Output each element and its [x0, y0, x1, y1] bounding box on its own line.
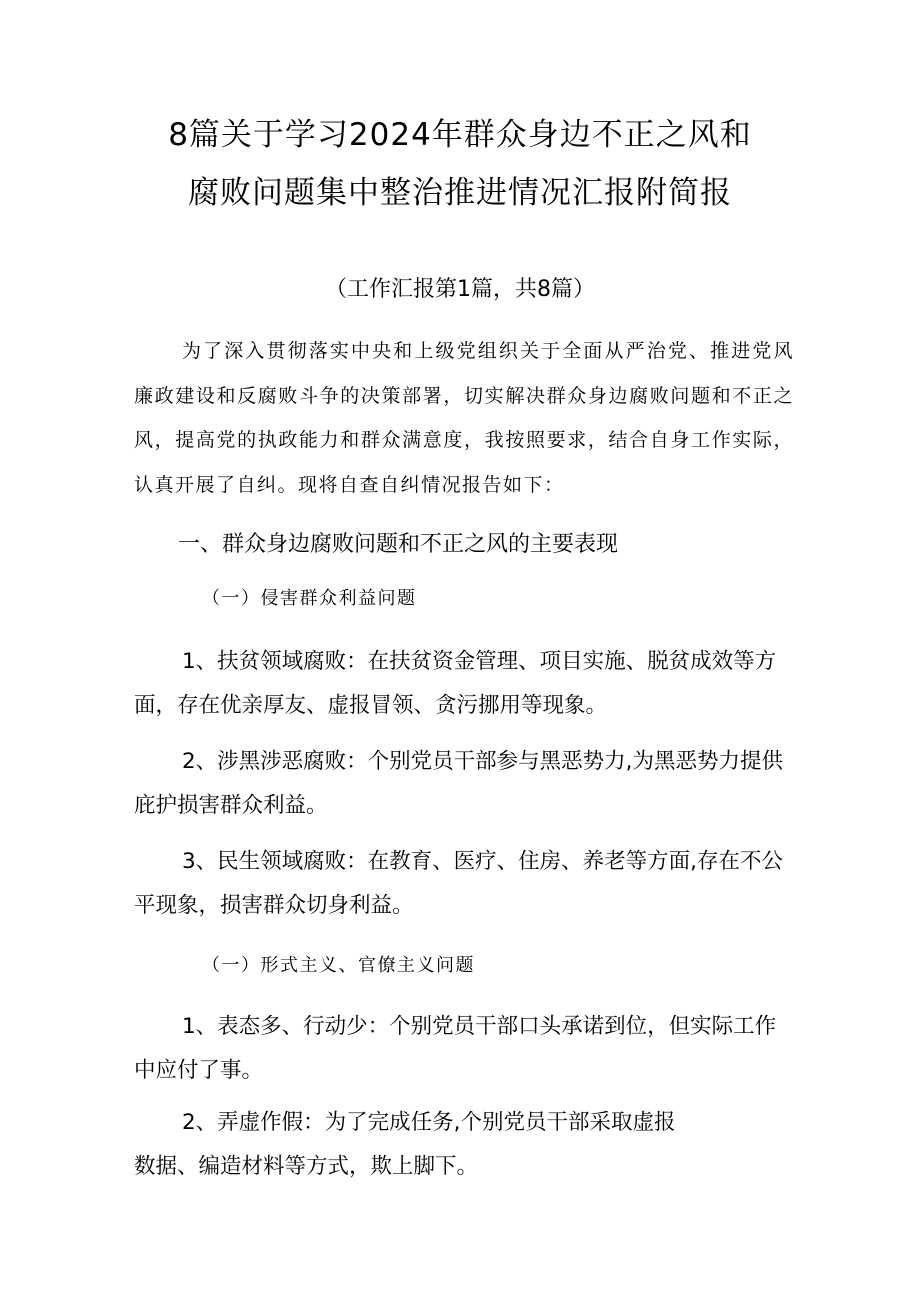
subsection-1-heading: （一）侵害群众利益问题 [202, 588, 417, 609]
list-item: 3、民生领域腐败：在教育、医疗、住房、养老等方面,存在不公平现象，损害群众切身利益。 [134, 849, 784, 918]
document-title [100, 106, 820, 222]
list-item: 2、弄虚作假：为了完成任务,个别党员干部采取虚报 [182, 1110, 676, 1135]
intro-paragraph: 为了深入贯彻落实中央和上级党组织关于全面从严治党、推进党风廉政建设和反腐败斗争的决策部署，切实解决群众身边腐败问题和不正之风，提高党的执政能力和群众满意度，我按照要求，结合自身工作实际，认真开展了自纠。现将自查自纠情况报告如下： [134, 340, 794, 496]
list-item: 2、涉黑涉恶腐败：个别党员干部参与黑恶势力,为黑恶势力提供庇护损害群众利益。 [134, 749, 784, 818]
section-1-heading: 一、群众身边腐败问题和不正之风的主要表现 [178, 532, 619, 557]
list-item: 数据、编造材料等方式，欺上脚下。 [134, 1154, 479, 1179]
list-item: 1、扶贫领域腐败：在扶贫资金管理、项目实施、脱贫成效等方面，存在优亲厚友、虚报冒领、贪污挪用等现象。 [134, 649, 777, 718]
subsection-2-heading: （一）形式主义、官僚主义问题 [202, 955, 475, 976]
document-subtitle: （工作汇报第1篇，共8篇） [325, 277, 595, 302]
list-item: 1、表态多、行动少：个别党员干部口头承诺到位，但实际工作中应付了事。 [134, 1014, 777, 1083]
title-line-1: 8篇关于学习2024年群众身边不正之风和 [168, 117, 752, 153]
title-line-2: 腐败问题集中整治推进情况汇报附简报 [188, 175, 732, 211]
